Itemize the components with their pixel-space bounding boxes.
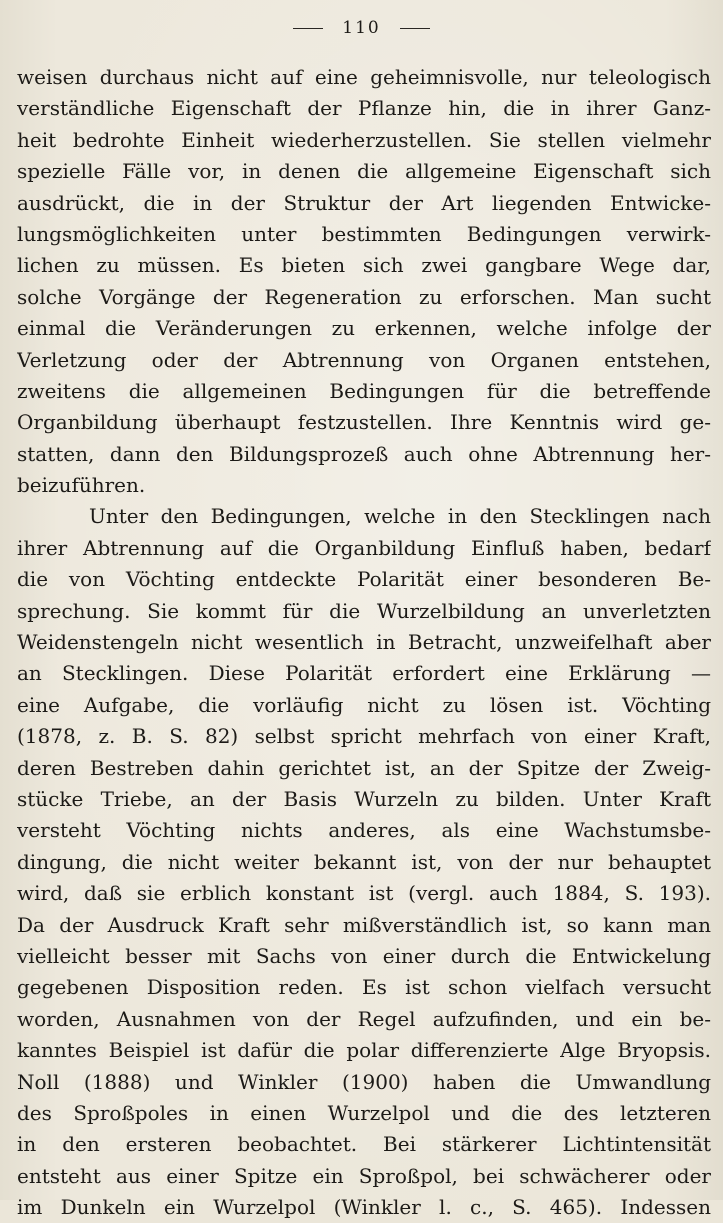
- page-number: 110: [342, 18, 381, 38]
- text-line: Weidenstengeln nicht wesentlich in Betracht, unzweifelhaft aber: [17, 630, 711, 655]
- text-line: ihrer Abtrennung auf die Organbildung Einfluß haben, bedarf: [17, 535, 711, 560]
- text-line: worden, Ausnahmen von der Regel aufzufinden, und ein be-: [17, 1006, 711, 1031]
- text-line: zweitens die allgemeinen Bedingungen für die betreffende: [17, 378, 711, 403]
- text-line: (1878, z. B. S. 82) selbst spricht mehrfach von einer Kraft,: [17, 724, 711, 749]
- text-line: heit bedrohte Einheit wiederherzustellen. Sie stellen vielmehr: [17, 127, 711, 152]
- text-line: Organbildung überhaupt festzustellen. Ihre Kenntnis wird ge-: [17, 410, 711, 435]
- text-line: solche Vorgänge der Regeneration zu erforschen. Man sucht: [17, 284, 711, 309]
- text-line: im Dunkeln ein Wurzelpol (Winkler l. c., S. 465). Indessen: [17, 1195, 711, 1220]
- text-line: spezielle Fälle vor, in denen die allgemeine Eigenschaft sich: [17, 159, 711, 184]
- text-line: kanntes Beispiel ist dafür die polar differenzierte Alge Bryopsis.: [17, 1038, 711, 1063]
- text-line: eine Aufgabe, die vorläufig nicht zu lösen ist. Vöchting: [17, 692, 711, 717]
- text-line: verständliche Eigenschaft der Pflanze hin, die in ihrer Ganz-: [17, 96, 711, 121]
- text-line: in den ersteren beobachtet. Bei stärkerer Lichtintensität: [17, 1132, 711, 1157]
- text-line: dingung, die nicht weiter bekannt ist, von der nur behauptet: [17, 849, 711, 874]
- header-dash-right: [400, 28, 430, 29]
- text-line: weisen durchaus nicht auf eine geheimnisvolle, nur teleologisch: [17, 65, 711, 89]
- text-line: einmal die Veränderungen zu erkennen, welche infolge der: [17, 316, 711, 341]
- body-text: [17, 62, 711, 1223]
- page-header: [0, 18, 723, 38]
- header-dash-left: [293, 28, 323, 29]
- text-line: die von Vöchting entdeckte Polarität einer besonderen Be-: [17, 567, 711, 592]
- text-line: Unter den Bedingungen, welche in den Stecklingen nach: [89, 504, 711, 529]
- text-line: wird, daß sie erblich konstant ist (vergl. auch 1884, S. 193).: [17, 881, 711, 906]
- text-line: lichen zu müssen. Es bieten sich zwei gangbare Wege dar,: [17, 253, 711, 278]
- text-line: lungsmöglichkeiten unter bestimmten Bedingungen verwirk-: [17, 221, 711, 246]
- text-line: beizuführen.: [17, 473, 146, 498]
- text-line: versteht Vöchting nichts anderes, als eine Wachstumsbe-: [17, 818, 711, 843]
- text-line: Da der Ausdruck Kraft sehr mißverständlich ist, so kann man: [17, 912, 711, 937]
- text-line: statten, dann den Bildungsprozeß auch ohne Abtrennung her-: [17, 441, 711, 466]
- text-line: Verletzung oder der Abtrennung von Organen entstehen,: [17, 347, 711, 372]
- paragraph-1: [17, 62, 711, 501]
- text-line: deren Bestreben dahin gerichtet ist, an der Spitze der Zweig-: [17, 755, 711, 780]
- paragraph-2: [17, 501, 711, 1223]
- text-line: an Stecklingen. Diese Polarität erfordert eine Erklärung —: [17, 661, 711, 686]
- text-line: Noll (1888) und Winkler (1900) haben die Umwandlung: [17, 1069, 711, 1094]
- text-line: ausdrückt, die in der Struktur der Art liegenden Entwicke-: [17, 190, 711, 215]
- text-line: sprechung. Sie kommt für die Wurzelbildung an unverletzten: [17, 598, 711, 623]
- text-line: des Sproßpoles in einen Wurzelpol und die des letzteren: [17, 1100, 711, 1125]
- text-line: stücke Triebe, an der Basis Wurzeln zu bilden. Unter Kraft: [17, 786, 711, 811]
- text-line: gegebenen Disposition reden. Es ist schon vielfach versucht: [17, 975, 711, 1000]
- text-line: vielleicht besser mit Sachs von einer durch die Entwickelung: [17, 943, 711, 968]
- text-line: entsteht aus einer Spitze ein Sproßpol, bei schwächerer oder: [17, 1163, 711, 1188]
